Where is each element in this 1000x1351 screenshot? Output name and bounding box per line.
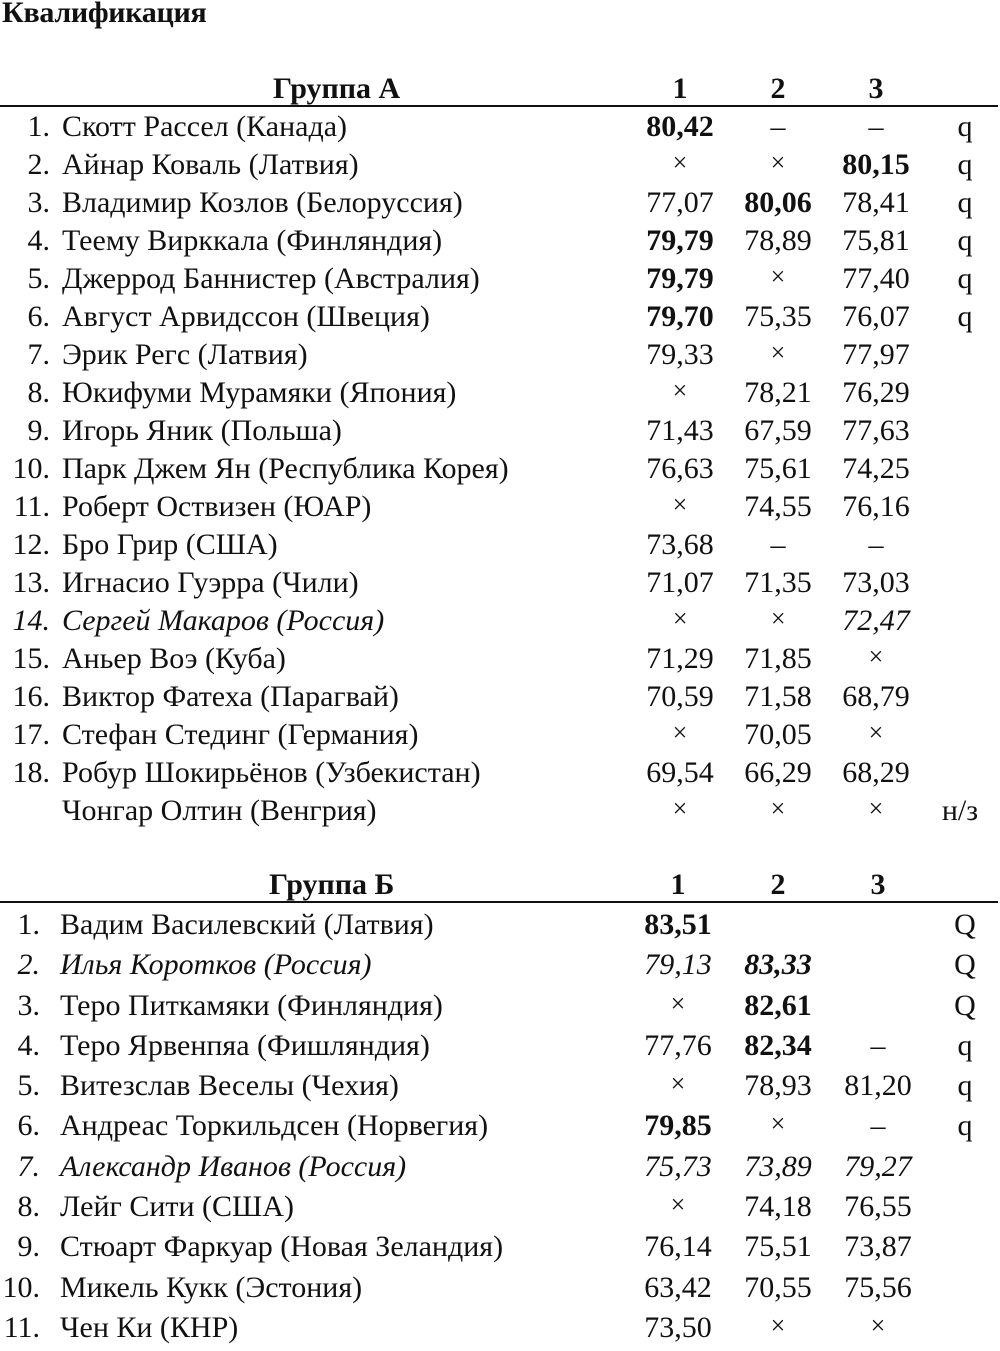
row-rank: 10. [2,1270,40,1304]
attempt-1: 77,07 [646,186,714,219]
qualification-mark: н/з [941,794,979,827]
attempt-2: 75,51 [744,1230,812,1264]
attempt-2: 78,21 [744,376,812,409]
row-rank: 15. [12,642,50,675]
attempt-2: 67,59 [744,414,812,447]
row-rank: 8. [17,1190,40,1224]
attempt-1: 79,13 [644,948,712,982]
athlete-name: Аньер Воэ (Куба) [62,642,286,675]
attempt-3: 77,63 [842,414,910,447]
attempt-3: – [868,110,884,143]
attempt-1: 79,79 [646,224,714,257]
athlete-name: Стюарт Фаркуар (Новая Зеландия) [60,1230,504,1264]
attempt-2: 82,34 [744,1028,812,1062]
attempt-2: 71,35 [744,566,812,599]
round-header-3: 3 [868,72,884,105]
attempt-3: 74,25 [842,452,910,485]
attempt-2: 70,55 [744,1270,812,1304]
row-rank: 4. [27,224,50,257]
row-rank: 3. [17,988,40,1022]
qualification-mark: q [957,148,973,181]
attempt-2: 83,33 [744,948,812,982]
table-row [0,794,1000,832]
table-row [0,300,1000,338]
attempt-3: × [868,642,884,671]
table-row [0,989,1000,1029]
athlete-name: Игнасио Гуэрра (Чили) [62,566,359,599]
table-row [0,1230,1000,1270]
athlete-name: Теро Питкамяки (Финляндия) [60,988,443,1022]
attempt-1: × [670,1069,686,1099]
row-rank: 11. [3,1310,40,1344]
athlete-name: Илья Коротков (Россия) [60,948,372,982]
attempt-1: 70,59 [646,680,714,713]
attempt-3: – [870,1028,886,1062]
athlete-name: Эрик Регс (Латвия) [62,338,308,371]
attempt-1: 77,76 [644,1028,712,1062]
attempt-2: 71,58 [744,680,812,713]
qualification-mark: q [957,110,973,143]
attempt-2: 74,18 [744,1190,812,1224]
attempt-3: 76,29 [842,376,910,409]
athlete-name: Андреас Торкильдсен (Норвегия) [60,1109,489,1143]
attempt-3: 68,79 [842,680,910,713]
attempt-1: 79,85 [644,1109,712,1143]
athlete-name: Виктор Фатеха (Парагвай) [62,680,399,713]
attempt-3: – [870,1109,886,1143]
attempt-1: 80,42 [646,110,714,143]
row-rank: 11. [13,490,50,523]
athlete-name: Лейг Сити (США) [60,1190,294,1224]
attempt-1: 83,51 [644,908,712,941]
row-rank: 10. [12,452,50,485]
athlete-name: Парк Джем Ян (Республика Корея) [62,452,509,485]
row-rank: 5. [17,1069,40,1103]
attempt-2: 71,85 [744,642,812,675]
attempt-3: 73,87 [844,1230,912,1264]
row-rank: 7. [17,1149,40,1183]
athlete-name: Август Арвидссон (Швеция) [62,300,430,333]
attempt-2: 80,06 [744,186,812,219]
athlete-name: Сергей Макаров (Россия) [62,604,385,637]
attempt-1: × [670,1190,686,1220]
attempt-1: × [672,490,688,519]
row-rank: 14. [12,604,50,637]
row-rank: 13. [12,566,50,599]
athlete-name: Витезслав Веселы (Чехия) [60,1069,399,1103]
athlete-name: Игорь Яник (Польша) [62,414,342,447]
round-header-2: 2 [770,868,786,901]
table-row [0,718,1000,756]
attempt-1: × [670,988,686,1018]
attempt-2: 74,55 [744,490,812,523]
group-header [0,72,1000,106]
table-row [0,948,1000,988]
attempt-1: × [671,604,689,633]
table-row [0,528,1000,566]
athlete-name: Микель Кукк (Эстония) [60,1270,363,1304]
attempt-1: × [672,794,688,823]
attempt-2: × [770,1109,786,1139]
row-rank: 4. [17,1028,40,1062]
attempt-3: 81,20 [844,1069,912,1103]
table-row [0,452,1000,490]
row-rank: 8. [27,376,50,409]
qualification-mark: q [957,186,973,219]
attempt-1: 73,68 [646,528,714,561]
attempt-3: 75,81 [842,224,910,257]
attempt-2: 66,29 [744,756,812,789]
attempt-1: × [672,376,688,405]
attempt-1: 69,54 [646,756,714,789]
row-rank: 2. [17,948,40,982]
attempt-2: – [770,110,786,143]
table-row [0,490,1000,528]
table-row [0,566,1000,604]
group-a-table [0,72,1000,832]
attempt-1: 79,79 [646,262,714,295]
attempt-3: 72,47 [842,604,910,637]
qualification-mark: q [957,1109,973,1143]
attempt-3: 68,29 [842,756,910,789]
attempt-2: – [770,528,786,561]
attempt-3: 76,07 [842,300,910,333]
attempt-2: 78,89 [744,224,812,257]
table-row [0,908,1000,948]
athlete-name: Джеррод Баннистер (Австралия) [62,262,480,295]
header-rule [0,105,998,107]
row-rank: 1. [27,110,50,143]
attempt-1: 71,43 [646,414,714,447]
attempt-3: 79,27 [844,1149,912,1183]
attempt-3: 77,40 [842,262,910,295]
athlete-name: Александр Иванов (Россия) [60,1149,407,1183]
athlete-name: Скотт Рассел (Канада) [62,110,348,143]
attempt-1: 79,33 [646,338,714,371]
group-b-table [0,868,1000,1351]
row-rank: 16. [12,680,50,713]
qualification-mark: q [957,300,973,333]
table-row [0,642,1000,680]
group-name: Группа А [273,72,401,105]
row-rank: 1. [17,908,40,941]
attempt-2: × [770,338,786,367]
qualification-mark: Q [954,948,976,982]
attempt-3: × [868,718,884,747]
attempt-1: 71,07 [646,566,714,599]
attempt-2: 78,93 [744,1069,812,1103]
row-rank: 6. [27,300,50,333]
round-header-1: 1 [670,868,686,901]
page-title: Квалификация [2,0,207,29]
table-row [0,680,1000,718]
attempt-3: × [868,794,884,823]
qualification-mark: q [957,262,973,295]
attempt-3: 76,55 [844,1190,912,1224]
attempt-3: 78,41 [842,186,910,219]
attempt-3: 80,15 [842,148,910,181]
athlete-name: Вадим Василевский (Латвия) [60,908,434,941]
table-row [0,1109,1000,1149]
table-row [0,110,1000,148]
round-header-3: 3 [870,868,886,901]
attempt-2: × [770,794,786,823]
attempt-3: 76,16 [842,490,910,523]
attempt-3: – [868,528,884,561]
row-rank: 12. [12,528,50,561]
table-row [0,224,1000,262]
attempt-1: 79,70 [646,300,714,333]
attempt-2: × [770,262,786,291]
qualification-mark: Q [954,988,976,1022]
group-header [0,868,1000,902]
athlete-name: Владимир Козлов (Белоруссия) [62,186,463,219]
row-rank: 17. [12,718,50,751]
attempt-1: 73,50 [644,1310,712,1344]
row-rank: 9. [27,414,50,447]
table-row [0,756,1000,794]
row-rank: 6. [17,1109,40,1143]
table-row [0,414,1000,452]
round-header-1: 1 [672,72,688,105]
qualification-mark: Q [954,908,976,941]
table-row [0,262,1000,300]
attempt-1: 76,14 [644,1230,712,1264]
header-rule [0,901,998,903]
athlete-name: Айнар Коваль (Латвия) [62,148,359,181]
attempt-1: × [672,718,688,747]
qualification-mark: q [957,224,973,257]
athlete-name: Роберт Оствизен (ЮАР) [62,490,372,523]
attempt-3: 73,03 [842,566,910,599]
attempt-3: 77,97 [842,338,910,371]
athlete-name: Чен Ки (КНР) [60,1310,239,1344]
attempt-3: 75,56 [844,1270,912,1304]
athlete-name: Чонгар Олтин (Венгрия) [62,794,377,827]
attempt-2: 70,05 [744,718,812,751]
athlete-name: Юкифуми Мурамяки (Япония) [62,376,457,409]
table-row [0,604,1000,642]
round-header-2: 2 [770,72,786,105]
table-row [0,338,1000,376]
attempt-1: 75,73 [644,1149,712,1183]
athlete-name: Робур Шокирьёнов (Узбекистан) [62,756,481,789]
attempt-2: 82,61 [744,988,812,1022]
attempt-2: × [770,148,786,177]
table-row [0,1190,1000,1230]
row-rank: 9. [17,1230,40,1264]
athlete-name: Бро Грир (США) [62,528,278,561]
attempt-2: × [769,604,787,633]
row-rank: 3. [27,186,50,219]
table-row [0,1150,1000,1190]
attempt-1: 71,29 [646,642,714,675]
table-row [0,1069,1000,1109]
table-row [0,148,1000,186]
athlete-name: Теро Ярвенпяа (Фишляндия) [60,1028,430,1062]
attempt-2: 75,61 [744,452,812,485]
attempt-2: × [770,1310,786,1340]
qualification-mark: q [957,1028,973,1062]
row-rank: 7. [27,338,50,371]
table-row [0,1311,1000,1351]
athlete-name: Теему Вирккала (Финляндия) [62,224,443,257]
group-name: Группа Б [269,868,395,901]
athlete-name: Стефан Стединг (Германия) [62,718,419,751]
row-rank: 18. [12,756,50,789]
row-rank: 2. [27,148,50,181]
attempt-1: × [672,148,688,177]
table-row [0,1271,1000,1311]
table-row [0,376,1000,414]
attempt-1: 63,42 [644,1270,712,1304]
attempt-2: 73,89 [744,1149,812,1183]
table-row [0,1029,1000,1069]
table-row [0,186,1000,224]
attempt-1: 76,63 [646,452,714,485]
row-rank: 5. [27,262,50,295]
attempt-2: 75,35 [744,300,812,333]
attempt-3: × [870,1310,886,1340]
qualification-mark: q [957,1069,973,1103]
